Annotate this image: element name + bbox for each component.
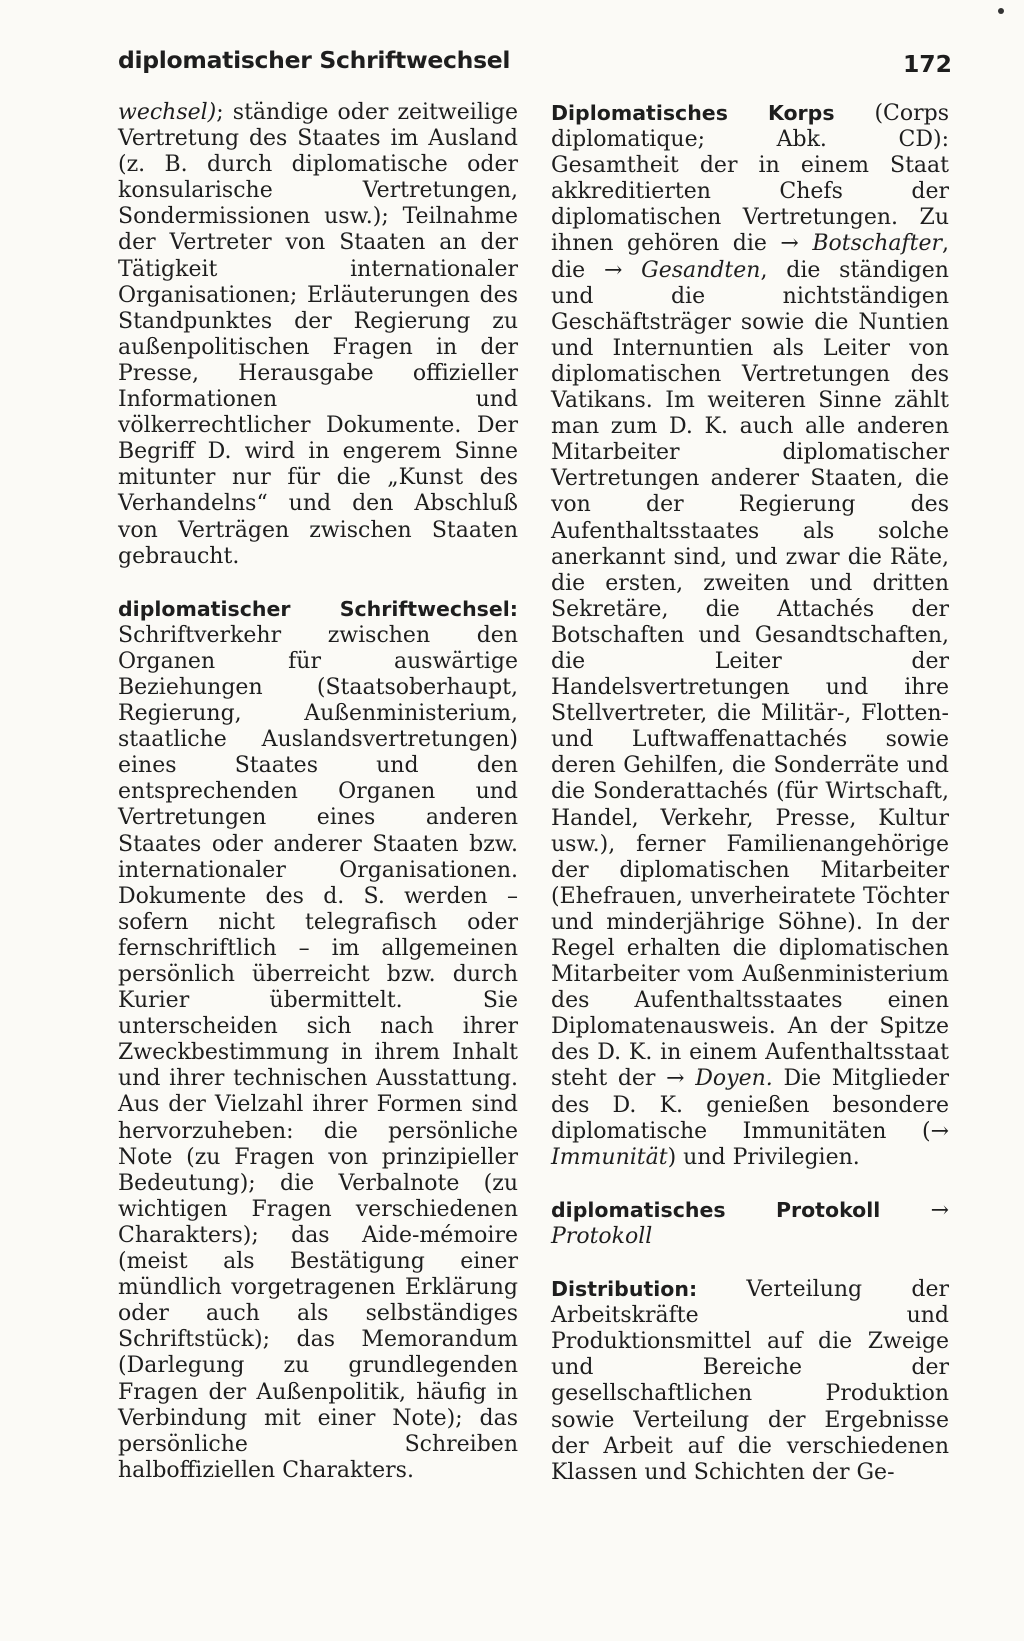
entry-text-3: , die ständigen und die nichtständigen Geschäftsträger sowie die Nuntien und Internuntien als Leiter von diplomatischen Vertretungen des Vatikans. Im weiteren Sinne zählt man zum D. K. auch alle anderen Mitarbeiter diplomatischer Vertretungen anderer Staaten, die von der Regierung des Aufenthaltsstaates als solche anerkannt sind, und zwar die Räte, die ersten, zweiten und dritten Sekretäre, die Attachés der Botschaften und Gesandtschaften, die Leiter der Handelsvertretungen und ihre Stellvertreter, die Militär-, Flotten- und Luftwaffenattachés sowie deren Gehilfen, die Sonderräte und die Sonderattachés (für Wirtschaft, Handel, Verkehr, Presse, Kultur usw.), ferner Familienangehörige der diplomatischen Mitarbeiter (Ehefrauen, unverheiratete Töchter und minderjährige Söhne). In der Regel erhalten die diplomatischen Mitarbeiter vom Außenministerium des Aufenthaltsstaates einen Diplomatenausweis. An der Spitze des D. K. in einem Aufenthaltsstaat steht der (551, 257, 949, 1092)
page-number: 172 (902, 50, 952, 78)
entry-definition: Verteilung der Arbeitskräfte und Produktionsmittel auf die Zweige und Bereiche der gesellschaftlichen Produktion sowie Verteilung der Ergebnisse der Arbeit auf die verschiedenen Klassen und Schichten der Ge- (551, 1277, 949, 1485)
entry-definition: Schriftverkehr zwischen den Organen für auswärtige Beziehungen (Staatsoberhaupt, Regierung, Außenministerium, staatliche Auslandsvertretungen) eines Staates und den entsprechenden Organen und Vertretungen eines anderen Staates oder anderer Staaten bzw. internationaler Organisationen. Dokumente des d. S. werden – sofern nicht telegrafisch oder fernschriftlich – im allgemeinen persönlich überreicht bzw. durch Kurier übermittelt. Sie unterscheiden sich nach ihrer Zweckbestimmung in ihrem Inhalt und ihrer technischen Ausstattung. Aus der Vielzahl ihrer Formen sind hervorzuheben: die persönliche Note (zu Fragen von prinzipieller Bedeutung); die Verbalnote (zu wichtigen Fragen verschiedenen Charakters); das Aide-mémoire (meist als Bestätigung einer mündlich vorgetragenen Erklärung oder auch als selbständiges Schriftstück); das Memorandum (Darlegung zu grundlegenden Fragen der Außenpolitik, häufig in Verbindung mit einer Note); das persönliche Schreiben halboffiziellen Charakters. (118, 622, 518, 1483)
entry-term: diplomatischer Schriftwechsel: (118, 596, 518, 621)
cross-reference-arrow: → (666, 1066, 685, 1092)
cross-reference-arrow: → (603, 257, 623, 283)
entry-diplomatischer-schriftwechsel (118, 596, 518, 1484)
entry-text-1: (Corps diplomatique; Abk. CD): Gesamtheit der in einem Staat akkreditierten Chefs der diplomatischen Vertretungen. Zu ihnen gehören die (551, 101, 949, 257)
continuation-text: ; ständige oder zeitweilige Vertretung des Staates im Ausland (z. B. durch diplomatische oder konsularische Vertretungen, Sondermissionen usw.); Teilnahme der Vertreter von Staaten an der Tätigkeit internationaler Organisationen; Erläuterungen des Standpunktes der Regierung zu außenpolitischen Fragen in der Presse, Herausgabe offizieller Informationen und völkerrechtlicher Dokumente. Der Begriff D. wird in engerem Sinne mitunter nur für die „Kunst des Verhandelns“ und den Abschluß von Verträgen zwischen Staaten gebraucht. (118, 100, 518, 569)
cross-reference-immunitaet[interactable]: Immunität (551, 1144, 668, 1170)
cross-reference-arrow: → (780, 231, 799, 257)
right-column (551, 100, 949, 1512)
entry-distribution (551, 1276, 949, 1486)
left-column (118, 100, 518, 1510)
entry-text-5: ) und Privilegien. (667, 1144, 860, 1170)
cross-reference-arrow: → (930, 1197, 949, 1223)
running-head: diplomatischer Schriftwechsel (118, 46, 511, 74)
page-header (118, 42, 952, 82)
continuation-reference: wechsel) (118, 100, 217, 125)
entry-text-4: Die Mitglieder des D. K. genießen besondere diplomatische Immunitäten ( (551, 1066, 950, 1144)
entry-term: diplomatisches Protokoll (551, 1197, 881, 1222)
entry-diplomatisches-korps (551, 100, 949, 1171)
cross-reference-botschafter[interactable]: Botschafter (812, 231, 942, 257)
entry-text-2: , die (551, 231, 949, 283)
entry-diplomatie-continuation (118, 100, 518, 570)
entry-diplomatisches-protokoll (551, 1197, 949, 1250)
cross-reference-doyen[interactable]: Doyen. (695, 1066, 773, 1092)
cross-reference-gesandten[interactable]: Gesandten (641, 257, 761, 283)
entry-term: Diplomatisches Korps (551, 101, 835, 125)
cross-reference-arrow: → (930, 1118, 949, 1144)
cross-reference-protokoll[interactable]: Protokoll (551, 1223, 653, 1249)
scan-speck (998, 8, 1004, 14)
entry-term: Distribution: (551, 1277, 698, 1302)
